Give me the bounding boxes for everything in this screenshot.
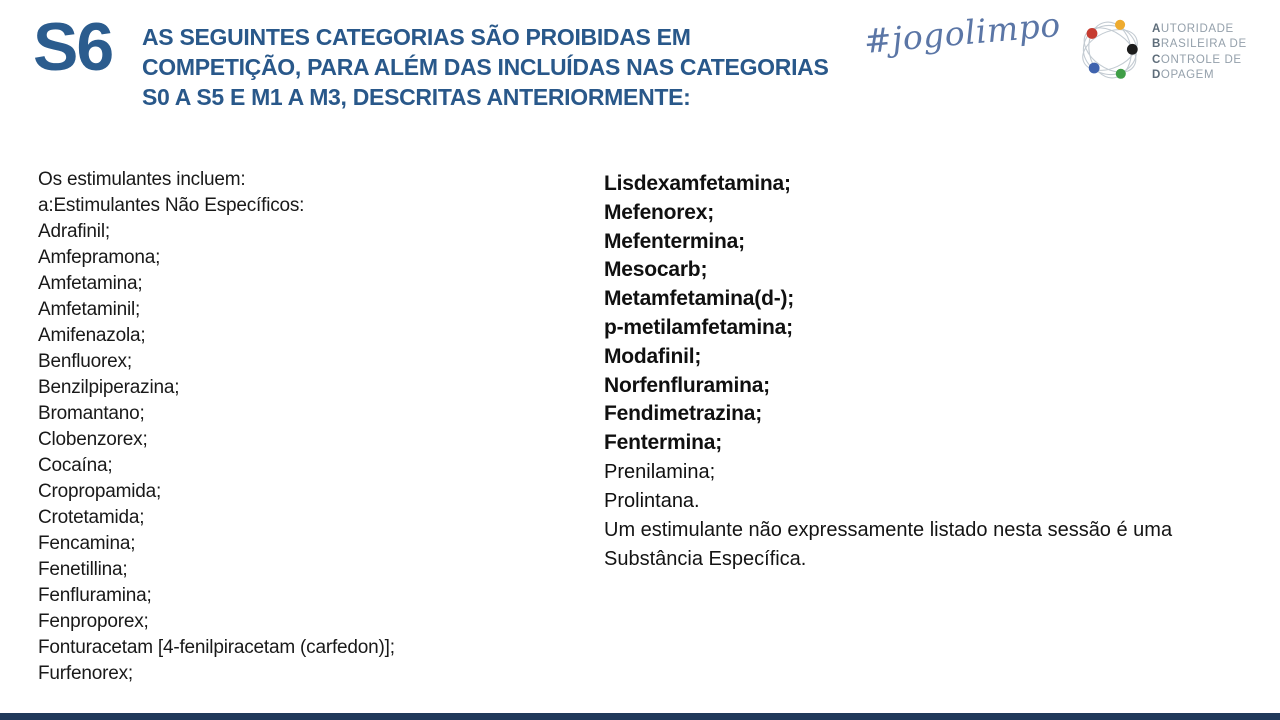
abcd-logo-text	[1152, 22, 1247, 84]
abcd-logo	[1074, 10, 1247, 95]
substance-item: Modafinil;	[604, 344, 702, 368]
stimulants-regular-list	[604, 458, 1259, 516]
substance-item: Amfepramona;	[38, 247, 161, 268]
specified-substance-note: Um estimulante não expressamente listado nesta sessão é uma Substância Específica.	[604, 518, 1173, 570]
substance-item: Fenfluramina;	[38, 585, 152, 606]
substance-item: Os estimulantes incluem:	[38, 169, 246, 190]
abcd-globe-icon	[1074, 10, 1146, 95]
substance-item: Fonturacetam [4-fenilpiracetam (carfedon)];	[38, 637, 395, 658]
substance-item: Benfluorex;	[38, 351, 132, 372]
substance-item: Norfenfluramina;	[604, 373, 770, 397]
stimulants-right-column	[604, 170, 1259, 574]
substance-item: p-metilamfetamina;	[604, 315, 793, 339]
abcd-logo-line: CONTROLE DE	[1152, 53, 1242, 66]
substance-item: Mefenorex;	[604, 200, 715, 224]
substance-item: Cropropamida;	[38, 481, 162, 502]
stimulants-left-column	[38, 167, 395, 687]
logo-initial-letter: D	[1152, 69, 1161, 81]
jogolimpo-hashtag-logo: #jogolimpo	[862, 4, 1063, 61]
substance-item: Amifenazola;	[38, 325, 146, 346]
substance-item: Fendimetrazina;	[604, 402, 763, 426]
substance-item: Crotetamida;	[38, 507, 145, 528]
stimulants-bold-list	[604, 170, 1259, 458]
substance-item: Clobenzorex;	[38, 429, 148, 450]
substance-item: Fencamina;	[38, 533, 136, 554]
substance-item: Prenilamina;	[604, 460, 716, 483]
substance-item: Adrafinil;	[38, 221, 110, 242]
logo-initial-letter: A	[1152, 22, 1161, 35]
substance-item: Mefentermina;	[604, 229, 745, 253]
substance-item: Amfetamina;	[38, 273, 143, 294]
substance-item: Prolintana.	[604, 489, 700, 512]
logo-initial-letter: C	[1152, 53, 1161, 66]
abcd-logo-line: AUTORIDADE	[1152, 22, 1234, 35]
substance-item: Benzilpiperazina;	[38, 377, 180, 398]
abcd-logo-line: DOPAGEM	[1152, 69, 1215, 81]
substance-item: Fenetillina;	[38, 559, 128, 580]
substance-item: Lisdexamfetamina;	[604, 172, 791, 195]
substance-item: Fentermina;	[604, 431, 722, 455]
substance-item: Metamfetamina(d-);	[604, 287, 795, 311]
logo-initial-letter: B	[1152, 38, 1161, 50]
substance-item: a:Estimulantes Não Específicos:	[38, 195, 305, 216]
substance-item: Cocaína;	[38, 455, 113, 476]
substance-item: Fenproporex;	[38, 611, 149, 632]
footer-bar	[0, 713, 1280, 720]
substance-item: Bromantano;	[38, 403, 145, 424]
category-code: S6	[33, 9, 113, 85]
substance-item: Furfenorex;	[38, 663, 133, 684]
substance-item: Amfetaminil;	[38, 299, 141, 320]
abcd-logo-line: BRASILEIRA DE	[1152, 38, 1247, 50]
slide-header-text: AS SEGUINTES CATEGORIAS SÃO PROIBIDAS EM COMPETIÇÃO, PARA ALÉM DAS INCLUÍDAS NAS CATEGORIAS S0 A S5 E M1 A M3, DESCRITAS ANTERIORMENTE:	[142, 24, 829, 110]
substance-item: Mesocarb;	[604, 258, 708, 282]
